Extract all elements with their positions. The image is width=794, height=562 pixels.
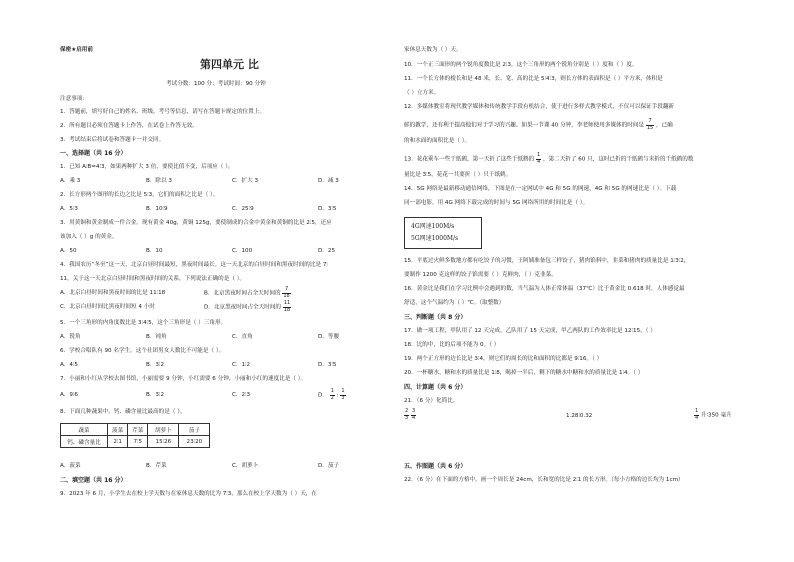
table-cell: 15∶26	[148, 436, 179, 448]
q6-option-a: A．4∶5	[60, 362, 78, 368]
q2-option-b: B．10∶9	[146, 206, 168, 212]
q9-line1: 9．2023 年 6 月，小学生去在校上学天数与在家休息天数的比为 7∶3，那么在校上学天数为（ ）天，在	[60, 491, 317, 497]
q3-option-b: B．10	[146, 248, 163, 254]
section-draw: 五、作图题（共 6 分）	[404, 463, 467, 470]
page-title: 第四单元 比	[200, 58, 259, 71]
q12-line3: 的和水面的面积比是（ ）。	[404, 138, 471, 144]
q3-option-a: A．50	[60, 248, 77, 254]
secret-label: 保密★启用前	[60, 47, 93, 53]
speed-5g: 5G网速1000M/s	[411, 235, 459, 242]
speed-4g: 4G网速100M/s	[411, 223, 455, 230]
notes-title: 注意事项：	[60, 96, 88, 102]
fraction-1-4-liter: $\frac{1}{4}$	[695, 408, 699, 421]
table-header-cell: 菠菜	[108, 424, 128, 436]
q16-line2: 舒适，这个气温约为（ ）℃。（取整数）	[404, 300, 505, 306]
table-header-cell: 芹菜	[128, 424, 148, 436]
q6: 6．学校合唱队有 90 名学生，这个社团男女人数比不可能是（ ）。	[60, 348, 225, 354]
fraction-11-18: $\frac{11}{18}$	[283, 300, 291, 313]
q4-option-b: B．北京黑夜时间占全天时间的 $\frac{7}{18}$	[204, 286, 290, 299]
table-row-label: 钙、磷含量比	[61, 436, 108, 448]
q3-line1: 3．用黄铜和黄金制成一件合金。现有黄金 40g，黄铜 125g，要使制成的合金中黄金和黄铜的比是 2∶5，还应	[60, 220, 332, 226]
fraction-2-3: $\frac{2}{3}$	[405, 408, 409, 421]
q5-option-a: A．锐角	[60, 334, 81, 340]
q1-option-a: A．乘 3	[60, 178, 81, 184]
q14-line2: 同一部电影，用 4G 网络下载完成的时间与 5G 网络所用的时间比是（ ）。	[404, 200, 589, 206]
table-cell: 23∶20	[179, 436, 210, 448]
section-fill: 二、填空题（共 16 分）	[60, 477, 127, 484]
q2: 2．长方形两个图形的长边之比是 5∶3，它们的面积之比是（ ）。	[60, 192, 219, 198]
fraction-7-15: $\frac{7}{15}$	[646, 118, 654, 131]
q4-option-d: D．北京黑夜时间占全天时间的 $\frac{11}{18}$	[204, 300, 291, 313]
q17: 17．做一项工程，甲队用了 12 天完成，乙队用了 15 天完成，甲乙两队的工作效率比是 12∶15。（ ）	[404, 328, 656, 334]
q3-option-d: D．25	[318, 248, 336, 254]
q7: 7．小丽和小红从学校去图书馆，小丽需要 9 分钟，小红需要 6 分钟，小丽和小红的速度比是（ ）。	[60, 376, 307, 382]
table-row	[61, 436, 210, 448]
q6-option-b: B．3∶2	[146, 362, 165, 368]
q18: 18．比的中，比的后项不能为 0。（ ）	[404, 342, 500, 348]
calcium-phosphorus-table	[60, 423, 210, 448]
calc-item-1	[404, 409, 416, 421]
q10: 10．一个正三面形的两个锐角度数比是 2∶3，这个三角形的两个锐角分别是（ ）度和（ ）度。	[404, 62, 638, 68]
q1-option-c: C．扩大 3	[232, 178, 259, 184]
fraction-1-3: $\frac{1}{3}$	[341, 388, 345, 401]
note-3: 3．考试结束后将试卷和答题卡一并交回。	[60, 137, 165, 143]
q11-line2: （ ）立方米。	[404, 90, 440, 96]
q2-option-a: A．5∶3	[60, 206, 78, 212]
q3-option-c: C．100	[232, 248, 253, 254]
table-cell: 7∶5	[128, 436, 148, 448]
q6-option-d: D．3∶5	[318, 362, 337, 368]
fraction-3-4: $\frac{3}{4}$	[411, 408, 416, 421]
q22: 22．（6 分）在下面的方格中，画一个周长是 24cm，长和宽的比是 2∶1 的长方形。（每小方格的边长均为 1cm）	[404, 477, 684, 483]
q8: 8．下面几种蔬果中，钙、磷含量比最高的是（ ）。	[60, 409, 186, 415]
network-speed-box	[404, 217, 482, 249]
note-2: 2．所有题目必须在答题卡上作答，在试卷上作答无效。	[60, 123, 198, 129]
q4-line2: 11，关于这一天北京白昼时间和黑夜时间的关系，下列说法正确的是（ ）。	[60, 276, 246, 282]
q11-line1: 11．一个长方体的棱长和是 48 米，长、宽、高的比是 5∶4∶3，则长方体的表面积是（ ）平方米，体积是	[404, 76, 663, 82]
q4-option-a: A．北京白昼时间和黑夜时间的比是 11∶18	[60, 290, 166, 296]
q5-option-d: D．等腰	[318, 334, 340, 340]
q8-option-a: A．菠菜	[60, 463, 81, 469]
q6-option-c: C．1∶2	[232, 362, 251, 368]
table-header-cell: 胡萝卜	[148, 424, 179, 436]
q16-line1: 16．黄金比是我们在学习比例中会遇到的数，当气温为人体正常体温（37℃）比于黄金比 0.618 时，人体感觉最	[404, 286, 685, 292]
q4-option-c: C．北京白昼时间比黑夜时间短 4 小时	[60, 304, 155, 310]
q7-option-b: B．3∶2	[146, 392, 165, 398]
q5: 5．一个三角形的内角度数比是 3∶4∶5，这个三角形是（ ）三角形。	[60, 320, 227, 326]
q13-line2: 量比是 3∶5，花花一共要折（ ）只千纸鹤。	[404, 172, 512, 178]
q15-line1: 15．平底过火鲜多数地方都有吃饺子的习惯，王阿姨准备包三样饺子，猪肉馅料中，韭菜和猪肉的质量比是 1∶3∶2，	[404, 258, 690, 264]
q1: 1．已知 A∶B=4∶3，如果两种扩大 3 倍，要使比值不变，后项应（ ）。	[60, 164, 234, 170]
section-calc: 四、计算题（共 6 分）	[404, 384, 467, 391]
note-1: 1．答题前，填写好自己的姓名、班级、考号等信息，请写在答题卡规定的位置上。	[60, 109, 265, 115]
table-header-cell: 茄子	[179, 424, 210, 436]
score-time: 考试分数：100 分；考试时间：90 分钟	[166, 81, 266, 87]
table-header-row	[61, 424, 210, 436]
q7-option-c: C．2∶3	[232, 392, 251, 398]
calc-item-3: $\frac{1}{4}$ 升∶350 毫升	[695, 408, 732, 421]
q12-line1: 12．多媒体教室将现代教学媒体和传统教学手段有机结合，使于进行多样式教学模式，不仅可以保证手段翻新	[404, 104, 675, 110]
q2-option-d: D．3∶5	[318, 206, 337, 212]
q8-option-d: D．茄子	[318, 463, 340, 469]
section-judge: 三、判断题（共 8 分）	[404, 314, 467, 321]
q12-line2: 鲜的教学，还有利于提高他们对于学习的兴趣。如果一节课 40 分钟，李老师使用多媒体的时间是 $\frac{7}{15}$ ，已确	[404, 118, 673, 131]
q19: 19．两个正方形的边长比是 3∶4，则它们的周长的比和面积的比都是 9∶16。（ ）	[404, 356, 603, 362]
fraction-1-4: $\frac{1}{4}$	[536, 152, 541, 165]
q7-option-d: D． $\frac{1}{2}$ : $\frac{1}{3}$	[318, 388, 345, 401]
q7-option-a: A．9∶6	[60, 392, 78, 398]
q21: 21．（6 分）化简比。	[404, 398, 459, 404]
fraction-1-2: $\frac{1}{2}$	[330, 388, 334, 401]
q14-line1: 14．5G 网络是最新移动通信网络，下图是在一定网试中 4G 和 5G 的网速，4G 和 5G 的网速比是（ ）。下载	[404, 186, 677, 192]
calc-item-2: 1.28∶0.32	[566, 413, 593, 419]
q5-option-b: B．钝角	[146, 334, 167, 340]
q1-option-b: B．除以 3	[146, 178, 172, 184]
q2-option-c: C．25∶9	[232, 206, 254, 212]
q20: 20．一杯糖水，糖和水的质量比是 1∶8，喝掉一半后，剩下的糖水中糖和水的质量比是 1∶4。（ ）	[404, 370, 644, 376]
table-cell: 2∶1	[108, 436, 128, 448]
q15-line2: 要制作 1200 克这样的饺子馅需要（ ）克鲜肉，（ ）克韭菜。	[404, 272, 557, 278]
q5-option-c: C．直角	[232, 334, 253, 340]
q9-line2: 家休息天数为（ ）天。	[404, 47, 462, 53]
q4-line1: 4．我国农历“冬至”这一天，北京白昼时间最短，黑夜时间最长。这一天北京的白昼时间和黑夜时间的比是 7∶	[60, 262, 328, 268]
q1-option-d: D．减 3	[318, 178, 339, 184]
q8-option-c: C．胡萝卜	[232, 463, 259, 469]
fraction-7-18: $\frac{7}{18}$	[283, 286, 290, 299]
section-choice: 一、选择题（共 16 分）	[60, 150, 127, 157]
q3-line2: 该加入（ ）g 的黄金。	[60, 234, 118, 240]
table-header-cell: 蔬菜	[61, 424, 108, 436]
q8-option-b: B．芹菜	[146, 463, 167, 469]
q13-line1: 13．花花乘车一些千纸鹤，第一天折了这些千纸鹤的 $\frac{1}{4}$ ，第二天折了 60 只，这时已折的千纸鹤与未折的千纸鹤的数	[404, 152, 694, 165]
